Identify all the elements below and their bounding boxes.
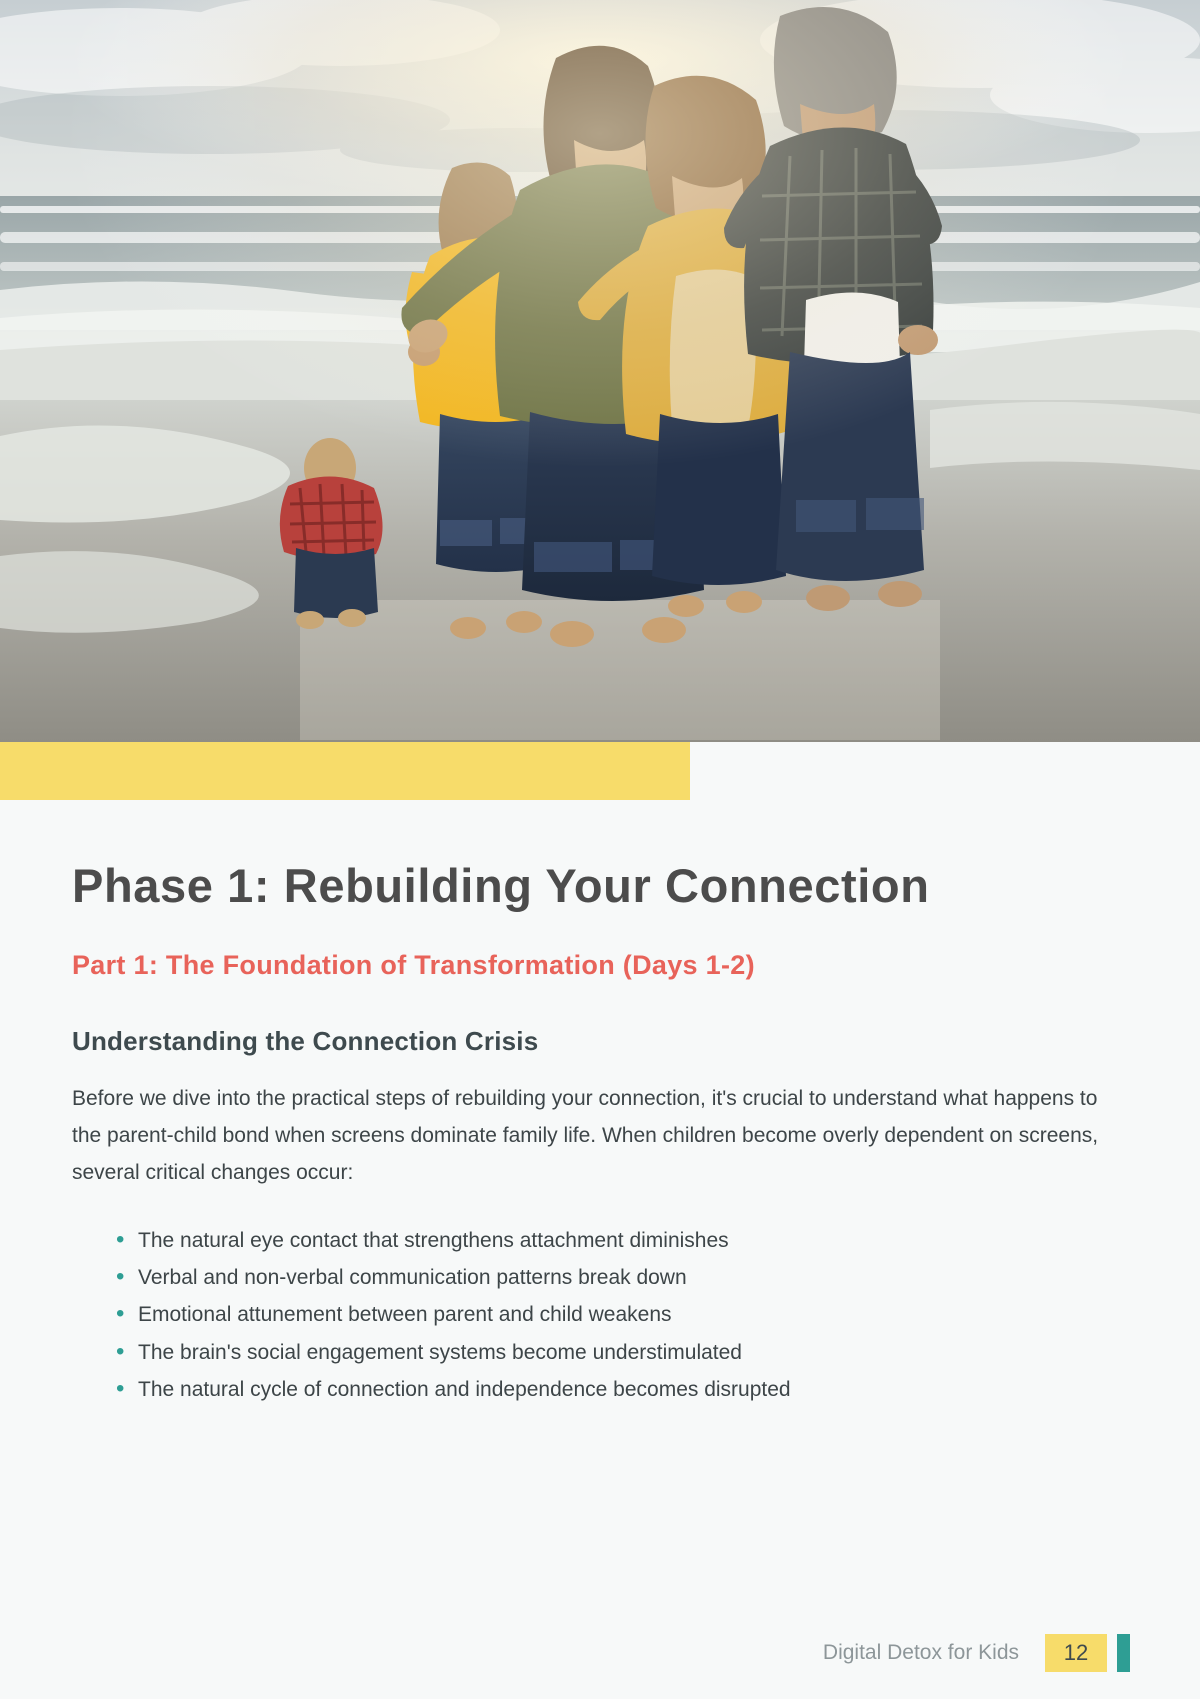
page-title: Phase 1: Rebuilding Your Connection: [72, 859, 930, 912]
page-number: 12: [1045, 1634, 1107, 1672]
list-item: • Verbal and non-verbal communication patterns break down: [116, 1259, 1128, 1296]
page-content: [0, 800, 1200, 1408]
hero-image: [0, 0, 1200, 742]
list-item: • The natural cycle of connection and independence becomes disrupted: [116, 1371, 1128, 1408]
list-item: • The natural eye contact that strengthens attachment diminishes: [116, 1222, 1128, 1259]
section-heading: Understanding the Connection Crisis: [72, 1026, 539, 1057]
page-footer: [0, 1633, 1200, 1673]
footer-accent-tick: [1117, 1634, 1130, 1672]
list-item: • Emotional attunement between parent and child weakens: [116, 1296, 1128, 1333]
accent-bar: [0, 742, 690, 800]
body-paragraph: Before we dive into the practical steps of rebuilding your connection, it's crucial to understand what happens to the parent-child bond when screens dominate family life. When children become overly dependent on screens, several critical changes occur:: [72, 1087, 1099, 1184]
page-subtitle: Part 1: The Foundation of Transformation (Days 1-2): [72, 950, 755, 981]
list-item: • The brain's social engagement systems become understimulated: [116, 1334, 1128, 1371]
footer-book-title: Digital Detox for Kids: [822, 1641, 1019, 1664]
bullet-list: [72, 1222, 1128, 1409]
